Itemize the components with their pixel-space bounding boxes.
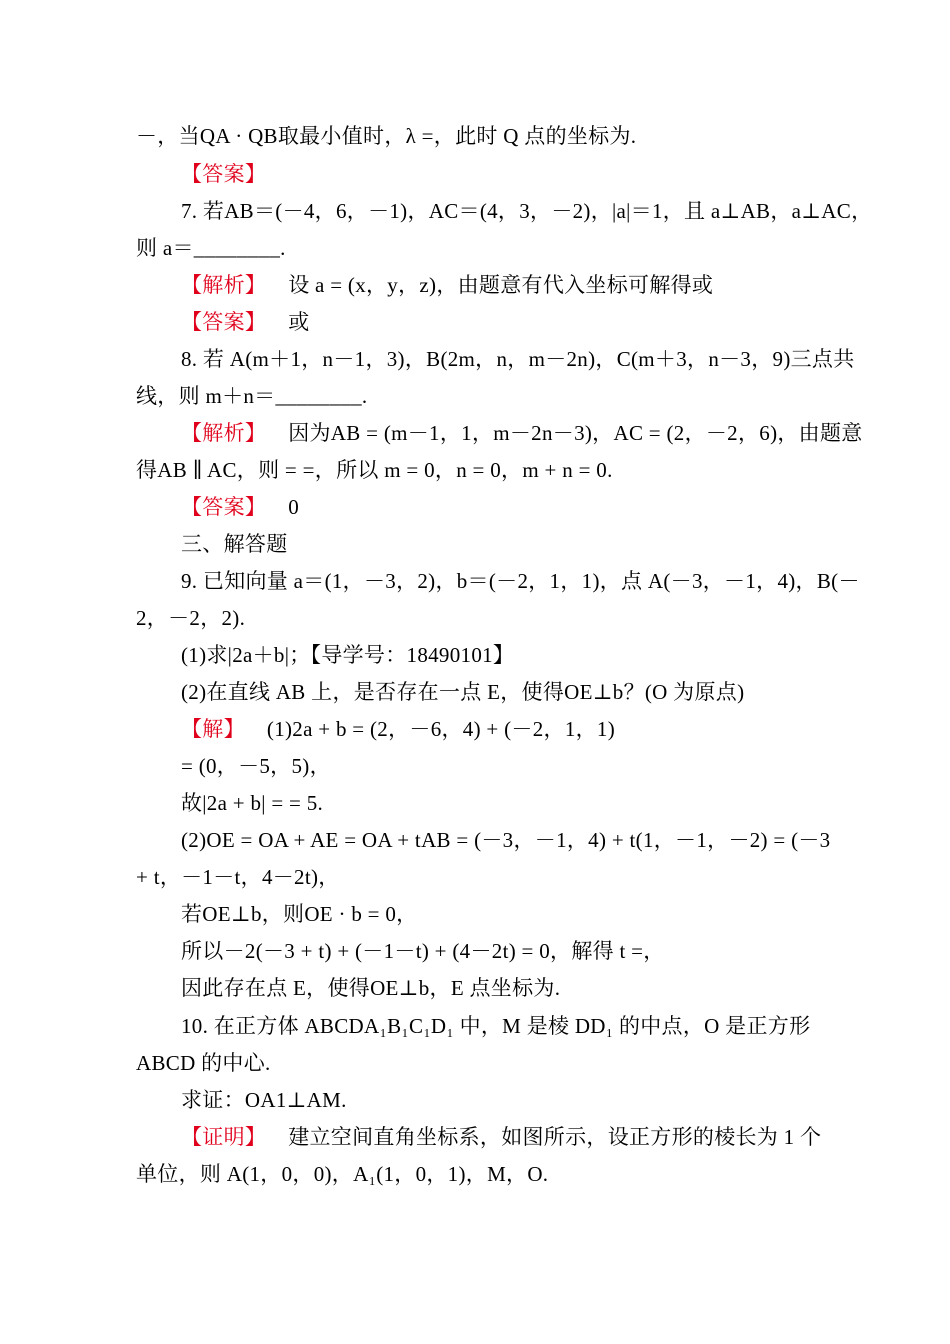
analysis-line bbox=[181, 418, 863, 448]
question-7-line: 7. 若AB＝(－4，6，－1)，AC＝(4，3，－2)，|a|＝1，且 a⊥AB，a⊥AC， bbox=[181, 199, 873, 223]
analysis-line bbox=[181, 270, 817, 300]
text-line: 2，－2，2). bbox=[136, 606, 246, 630]
answer-line bbox=[181, 307, 817, 337]
proof-line bbox=[181, 1122, 822, 1152]
text-line: 若OE⊥b，则OE · b = 0， bbox=[181, 902, 418, 926]
text-line: 则 a＝________. bbox=[136, 236, 286, 260]
text-line: 求证：OA1⊥AM. bbox=[181, 1088, 347, 1112]
answer-label-line bbox=[181, 159, 817, 189]
question-10-line: 10. 在正方体 ABCDA₁B₁C₁D₁ 中，M 是棱 DD₁ 的中点，O 是正方形 bbox=[181, 1014, 811, 1038]
text-line: = (0，－5，5)， bbox=[181, 754, 331, 778]
text-line: (2)OE = OA + AE = OA + tAB = (－3，－1，4) + t(1，－1，－2) = (－3 bbox=[181, 828, 831, 852]
text-line: (2)在直线 AB 上，是否存在一点 E，使得OE⊥b？(O 为原点) bbox=[181, 680, 745, 704]
analysis-text: 设 a = (x，y，z)，由题意有代入坐标可解得或 bbox=[288, 273, 714, 297]
text-line: 因此存在点 E，使得OE⊥b，E 点坐标为. bbox=[181, 976, 561, 1000]
analysis-tag: 【解析】 bbox=[181, 273, 267, 297]
text-line: 故|2a + b| = = 5. bbox=[181, 791, 324, 815]
text-line: 线，则 m＋n＝________. bbox=[136, 384, 368, 408]
answer-tag: 【答案】 bbox=[181, 310, 267, 334]
text-line: (1)求|2a＋b|；【导学号：18490101】 bbox=[181, 643, 515, 667]
text-line: + t，－1－t，4－2t)， bbox=[136, 865, 340, 889]
answer-text: 0 bbox=[288, 495, 300, 519]
proof-tag: 【证明】 bbox=[181, 1125, 267, 1149]
text-line: －，当QA · QB取最小值时，λ =，此时 Q 点的坐标为. bbox=[136, 124, 637, 148]
text-line: ABCD 的中心. bbox=[136, 1051, 271, 1075]
solution-tag: 【解】 bbox=[181, 717, 245, 741]
question-9-line: 9. 已知向量 a＝(1，－3，2)，b＝(－2，1，1)，点 A(－3，－1，4)，B(－ bbox=[181, 569, 860, 593]
proof-text: 建立空间直角坐标系，如图所示，设正方形的棱长为 1 个 bbox=[288, 1125, 822, 1149]
question-8-line: 8. 若 A(m＋1，n－1，3)，B(2m，n，m－2n)，C(m＋3，n－3，9)三点共 bbox=[181, 347, 855, 371]
solution-line bbox=[181, 714, 817, 744]
answer-tag: 【答案】 bbox=[181, 495, 267, 519]
text-line: 得AB ∥ AC，则 = =，所以 m = 0，n = 0，m + n = 0. bbox=[136, 458, 613, 482]
text-line: 单位，则 A(1，0，0)，A₁(1，0，1)，M，O. bbox=[136, 1162, 549, 1186]
section-heading: 三、解答题 bbox=[181, 532, 288, 556]
answer-tag: 【答案】 bbox=[181, 162, 267, 186]
analysis-text: 因为AB = (m－1，1，m－2n－3)，AC = (2，－2，6)，由题意 bbox=[288, 421, 863, 445]
answer-text: 或 bbox=[288, 310, 310, 334]
solution-text: (1)2a + b = (2，－6，4) + (－2，1，1) bbox=[266, 717, 616, 741]
answer-line bbox=[181, 492, 817, 522]
text-line: 所以－2(－3 + t) + (－1－t) + (4－2t) = 0，解得 t =， bbox=[181, 939, 665, 963]
analysis-tag: 【解析】 bbox=[181, 421, 267, 445]
